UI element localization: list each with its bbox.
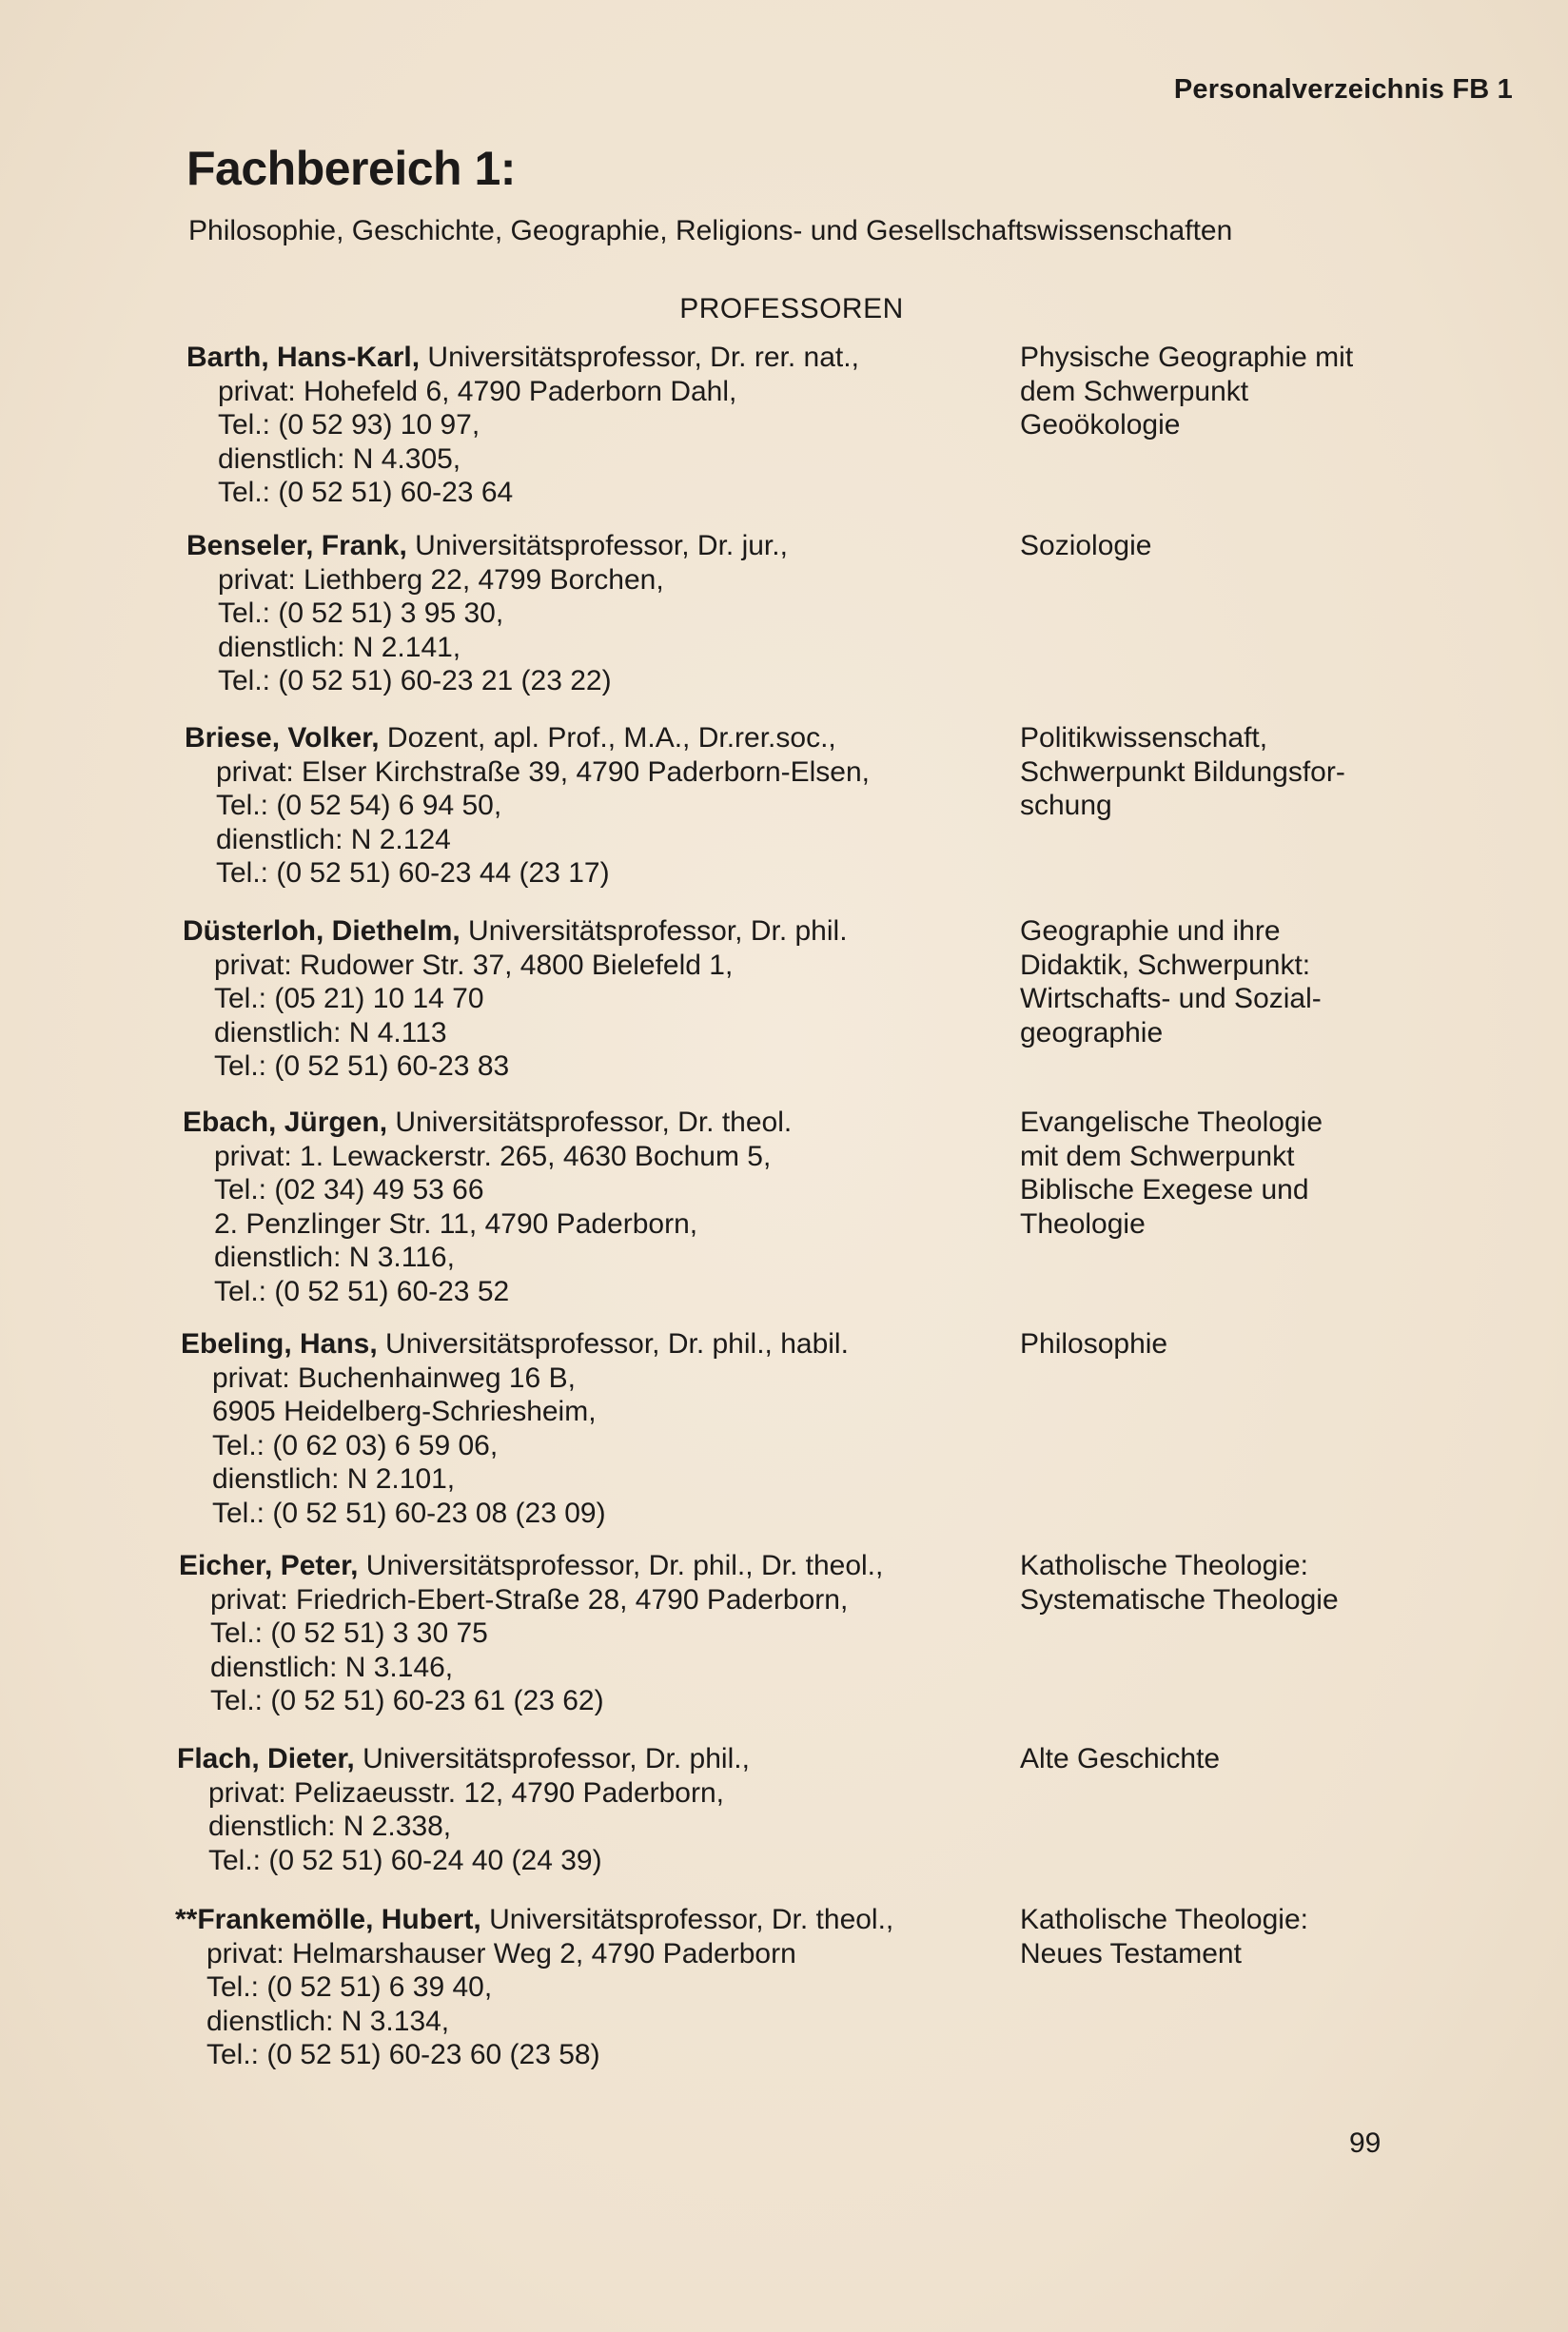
subject-area	[1020, 1903, 1515, 1970]
professor-name: Briese, Volker,	[185, 722, 380, 754]
subject-area	[1020, 914, 1515, 1049]
entry-details	[181, 1327, 849, 1530]
contact-line: 6905 Heidelberg-Schriesheim,	[212, 1396, 597, 1427]
subject-area	[1020, 1742, 1515, 1776]
entry-details	[177, 1742, 750, 1877]
entry-details	[183, 1106, 792, 1308]
contact-line: Tel.: (0 52 93) 10 97,	[218, 409, 480, 441]
subject-area	[1020, 1327, 1515, 1362]
entry-heading-line	[177, 1742, 750, 1776]
entry-heading-line	[181, 1327, 849, 1362]
entry-heading-line	[183, 1106, 792, 1140]
entry-marker: **	[175, 1904, 198, 1935]
contact-line: dienstlich: N 4.113	[214, 1016, 447, 1048]
subject-line: Systematische Theologie	[1020, 1583, 1339, 1616]
entry-heading-line	[183, 914, 848, 949]
contact-line: privat: Elser Kirchstraße 39, 4790 Paderborn-Elsen,	[216, 755, 870, 788]
subject-line: Katholische Theologie:	[1020, 1904, 1308, 1935]
professor-name: Ebeling, Hans,	[181, 1328, 378, 1360]
contact-line: Tel.: (02 34) 49 53 66	[214, 1174, 484, 1205]
page-title: Fachbereich 1:	[186, 142, 516, 195]
contact-line: privat: Liethberg 22, 4799 Borchen,	[218, 563, 664, 596]
professor-title: Universitätsprofessor, Dr. jur.,	[406, 530, 788, 561]
contact-line: dienstlich: N 3.134,	[206, 2005, 450, 2037]
entry-details	[185, 721, 870, 891]
contact-line: dienstlich: N 2.101,	[212, 1463, 456, 1495]
contact-line: Tel.: (0 52 51) 60-23 64	[218, 477, 514, 508]
contact-line: privat: 1. Lewackerstr. 265, 4630 Bochum 5,	[214, 1140, 772, 1172]
contact-line: Tel.: (0 52 51) 3 95 30,	[218, 598, 504, 629]
subject-line: Politikwissenschaft,	[1020, 722, 1268, 754]
subject-area	[1020, 1106, 1515, 1241]
entry-heading-line	[185, 721, 870, 755]
contact-line: Tel.: (0 52 51) 60-23 83	[214, 1050, 510, 1082]
professor-name: Barth, Hans-Karl,	[186, 342, 421, 373]
professor-name: Düsterloh, Diethelm,	[183, 915, 461, 947]
professor-name: Eicher, Peter,	[179, 1550, 359, 1581]
contact-line: privat: Buchenhainweg 16 B,	[212, 1362, 576, 1394]
entry-heading-line	[186, 529, 788, 563]
contact-line: Tel.: (0 52 51) 3 30 75	[210, 1617, 488, 1649]
subject-area	[1020, 721, 1515, 823]
contact-line: 2. Penzlinger Str. 11, 4790 Paderborn,	[214, 1207, 698, 1240]
subject-line: Katholische Theologie:	[1020, 1550, 1308, 1581]
entry-details	[183, 914, 848, 1084]
subject-line: Didaktik, Schwerpunkt:	[1020, 949, 1311, 981]
subject-line: Physische Geographie mit	[1020, 342, 1354, 373]
contact-line: dienstlich: N 2.338,	[208, 1811, 452, 1842]
contact-line: dienstlich: N 4.305,	[218, 442, 461, 475]
professor-title: Universitätsprofessor, Dr. phil., Dr. theol.,	[358, 1550, 884, 1581]
subject-line: Neues Testament	[1020, 1937, 1242, 1969]
entry-details	[175, 1903, 893, 2072]
contact-line: dienstlich: N 2.124	[216, 823, 451, 855]
contact-line: privat: Helmarshauser Weg 2, 4790 Paderborn	[206, 1937, 796, 1969]
subject-line: Wirtschafts- und Sozial-	[1020, 983, 1322, 1014]
professor-name: Flach, Dieter,	[177, 1743, 355, 1774]
contact-line: dienstlich: N 2.141,	[218, 631, 461, 663]
contact-line: privat: Hohefeld 6, 4790 Paderborn Dahl,	[218, 375, 737, 407]
contact-line: Tel.: (05 21) 10 14 70	[214, 983, 484, 1014]
subject-area	[1020, 341, 1515, 442]
contact-line: privat: Friedrich-Ebert-Straße 28, 4790 Paderborn,	[210, 1583, 849, 1616]
subject-line: Theologie	[1020, 1207, 1146, 1240]
professor-name: Benseler, Frank,	[186, 530, 407, 561]
professor-name: Frankemölle, Hubert,	[197, 1904, 481, 1935]
contact-line: Tel.: (0 52 51) 60-24 40 (24 39)	[208, 1844, 602, 1876]
subject-line: geographie	[1020, 1016, 1164, 1048]
contact-line: Tel.: (0 52 51) 60-23 60 (23 58)	[206, 2039, 600, 2070]
entry-heading-line	[186, 341, 859, 375]
professor-title: Universitätsprofessor, Dr. rer. nat.,	[420, 342, 859, 373]
entry-details	[186, 529, 788, 698]
contact-line: Tel.: (0 52 51) 60-23 44 (23 17)	[216, 857, 610, 889]
professor-name: Ebach, Jürgen,	[183, 1107, 388, 1138]
professor-title: Universitätsprofessor, Dr. phil., habil.	[377, 1328, 849, 1360]
professor-title: Universitätsprofessor, Dr. theol.,	[480, 1904, 894, 1935]
contact-line: Tel.: (0 52 51) 60-23 52	[214, 1275, 510, 1307]
subject-line: Evangelische Theologie	[1020, 1107, 1323, 1138]
subject-line: Soziologie	[1020, 530, 1152, 561]
subject-line: mit dem Schwerpunkt	[1020, 1140, 1295, 1172]
entry-details	[179, 1549, 883, 1718]
subject-line: Biblische Exegese und	[1020, 1174, 1309, 1205]
contact-line: Tel.: (0 62 03) 6 59 06,	[212, 1429, 499, 1461]
professor-title: Dozent, apl. Prof., M.A., Dr.rer.soc.,	[379, 722, 836, 754]
entry-details	[186, 341, 859, 510]
section-heading: PROFESSOREN	[679, 293, 904, 324]
entry-heading-line	[179, 1549, 883, 1583]
subject-line: Geoökologie	[1020, 409, 1181, 441]
contact-line: dienstlich: N 3.146,	[210, 1651, 454, 1683]
contact-line: Tel.: (0 52 51) 60-23 08 (23 09)	[212, 1497, 606, 1529]
subject-line: Philosophie	[1020, 1328, 1168, 1360]
contact-line: Tel.: (0 52 51) 6 39 40,	[206, 1971, 493, 2003]
subject-line: dem Schwerpunkt	[1020, 375, 1249, 407]
contact-line: Tel.: (0 52 54) 6 94 50,	[216, 790, 502, 821]
subject-area	[1020, 529, 1515, 563]
subject-area	[1020, 1549, 1515, 1617]
contact-line: privat: Rudower Str. 37, 4800 Bielefeld 1,	[214, 949, 734, 981]
subject-line: Alte Geschichte	[1020, 1743, 1221, 1774]
contact-line: privat: Pelizaeusstr. 12, 4790 Paderborn,	[208, 1776, 724, 1809]
subject-line: Geographie und ihre	[1020, 915, 1281, 947]
running-header: Personalverzeichnis FB 1	[1173, 74, 1513, 105]
professor-title: Universitätsprofessor, Dr. theol.	[387, 1107, 793, 1138]
page-number: 99	[1349, 2127, 1382, 2159]
contact-line: dienstlich: N 3.116,	[214, 1242, 455, 1273]
subject-line: Schwerpunkt Bildungsfor-	[1020, 755, 1345, 788]
subject-line: schung	[1020, 790, 1112, 821]
professor-title: Universitätsprofessor, Dr. phil.,	[354, 1743, 750, 1774]
page-subtitle: Philosophie, Geschichte, Geographie, Religions- und Gesellschaftswissenschaften	[188, 215, 1233, 246]
contact-line: Tel.: (0 52 51) 60-23 21 (23 22)	[218, 665, 612, 696]
entry-heading-line	[175, 1903, 893, 1937]
professor-title: Universitätsprofessor, Dr. phil.	[460, 915, 848, 947]
contact-line: Tel.: (0 52 51) 60-23 61 (23 62)	[210, 1685, 604, 1716]
